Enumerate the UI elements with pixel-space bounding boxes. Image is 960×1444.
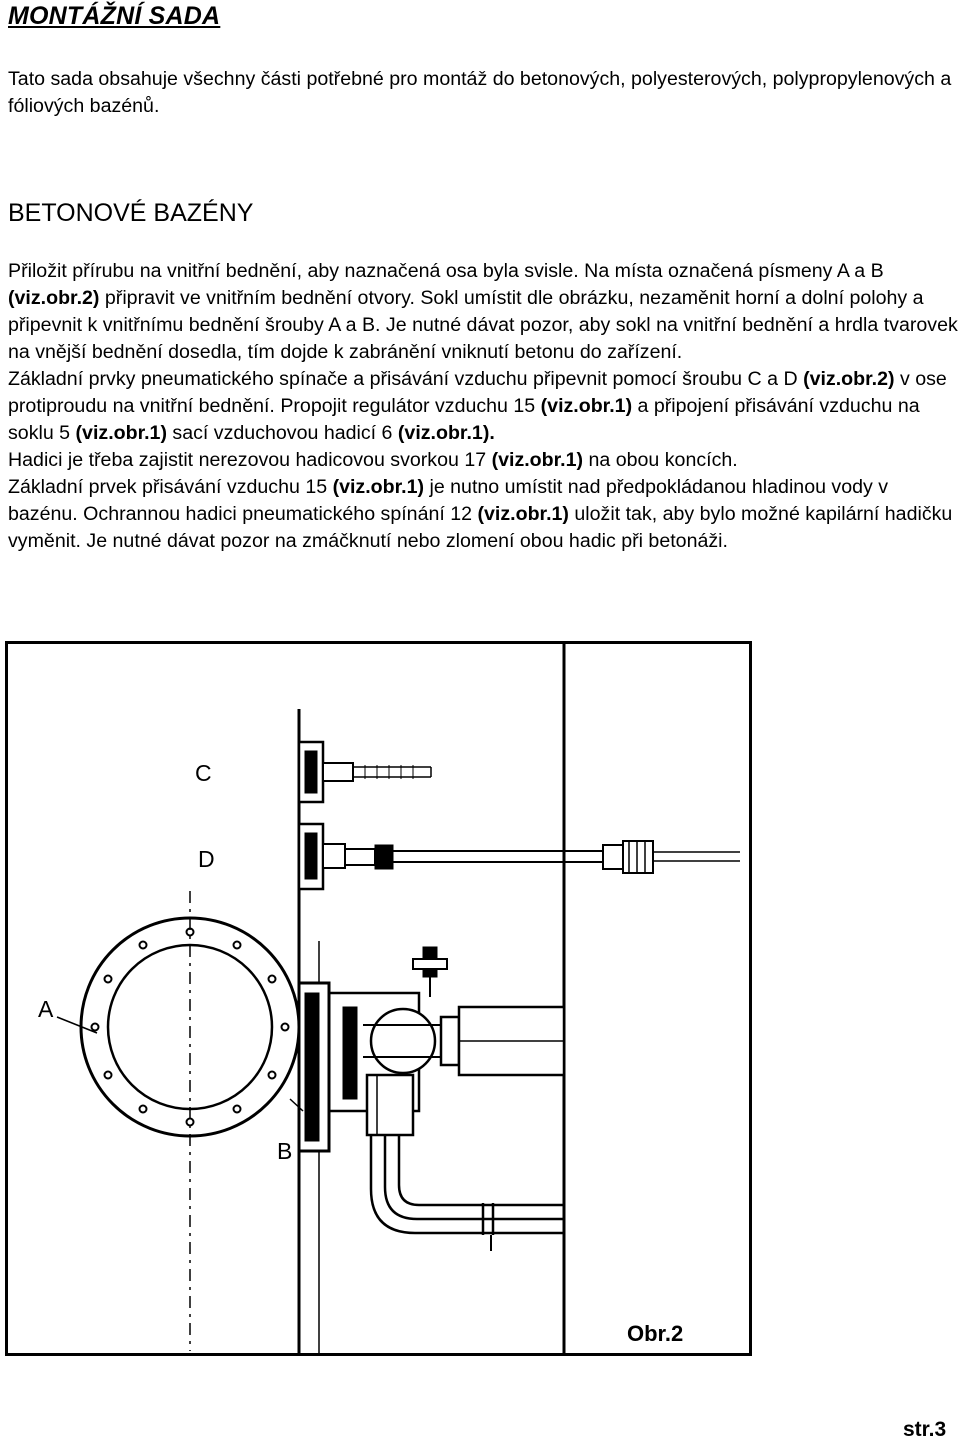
valve-fitting	[413, 947, 447, 997]
body-text-run: Hadici je třeba zajistit nerezovou hadicovou svorkou 17	[8, 449, 492, 471]
body-text-run: sací vzduchovou hadicí 6	[166, 422, 398, 444]
installation-drawing	[5, 641, 752, 1356]
body-text-run: je nutno umístit nad předpokládanou hladinou vody v bazénu. Ochrannou hadici pneumatického spínání 12	[8, 476, 889, 525]
socket-body	[299, 983, 564, 1151]
flange-ring	[81, 891, 299, 1351]
body-text-run: v ose protiproudu na vnitřní bednění. Propojit regulátor vzduchu 15	[8, 368, 947, 417]
figure-reference: (viz.obr.2)	[803, 368, 895, 390]
figure-reference: (viz.obr.1).	[397, 422, 495, 444]
installation-figure	[5, 641, 752, 1356]
body-text-run: Základní prvky pneumatického spínače a přisávání vzduchu připevnit pomocí šroubu C a D	[8, 368, 804, 390]
figure-caption: Obr.2	[627, 1321, 684, 1346]
body-text-run: a připojení přisávání vzduchu na soklu 5	[8, 395, 920, 444]
bolt-c	[299, 742, 431, 802]
page-title: MONTÁŽNÍ SADA	[8, 2, 221, 30]
body-text-run: Přiložit přírubu na vnitřní bednění, aby naznačená osa byla svisle. Na místa označená písmeny A a B	[8, 260, 884, 282]
page-number: str.3	[903, 1418, 947, 1441]
figure-reference: (viz.obr.1)	[75, 422, 167, 444]
label-a: A	[38, 996, 54, 1022]
section-body	[8, 258, 958, 555]
label-b: B	[277, 1138, 293, 1164]
body-text-run: na obou koncích.	[583, 449, 738, 471]
figure-frame	[7, 643, 751, 1355]
label-c: C	[195, 760, 212, 786]
body-text-run: uložit tak, aby bylo možné kapilární hadičku vyměnit. Je nutné dávat pozor na zmáčknutí nebo zlomení obou hadic při betonáži.	[8, 503, 953, 552]
figure-reference: (viz.obr.1)	[332, 476, 425, 498]
body-text-run: Základní prvek přisávání vzduchu 15	[8, 476, 333, 498]
figure-reference: (viz.obr.1)	[540, 395, 633, 417]
label-d: D	[198, 846, 215, 872]
formwork-walls	[299, 644, 564, 1354]
figure-reference: (viz.obr.1)	[491, 449, 584, 471]
intro-paragraph: Tato sada obsahuje všechny části potřebné pro montáž do betonových, polyesterových, polypropylenových a fóliových bazénů.	[8, 68, 952, 117]
figure-reference: (viz.obr.2)	[8, 287, 100, 309]
body-text-run: připravit ve vnitřním bednění otvory. Sokl umístit dle obrázku, nezaměnit horní a dolní polohy a připevnit k vnitřnímu bednění šrouby A a B. Je nutné dávat pozor, aby sokl na vnitřní bednění a hrdla tvarovek na vnější bednění dosedla, tím dojde k zabránění vniknutí betonu do zařízení.	[8, 287, 958, 363]
leader-lines	[57, 1017, 303, 1111]
section-title: BETONOVÉ BAZÉNY	[8, 199, 254, 227]
figure-reference: (viz.obr.1)	[477, 503, 569, 525]
elbow-pipe	[371, 1135, 564, 1251]
bolt-d	[299, 824, 740, 889]
